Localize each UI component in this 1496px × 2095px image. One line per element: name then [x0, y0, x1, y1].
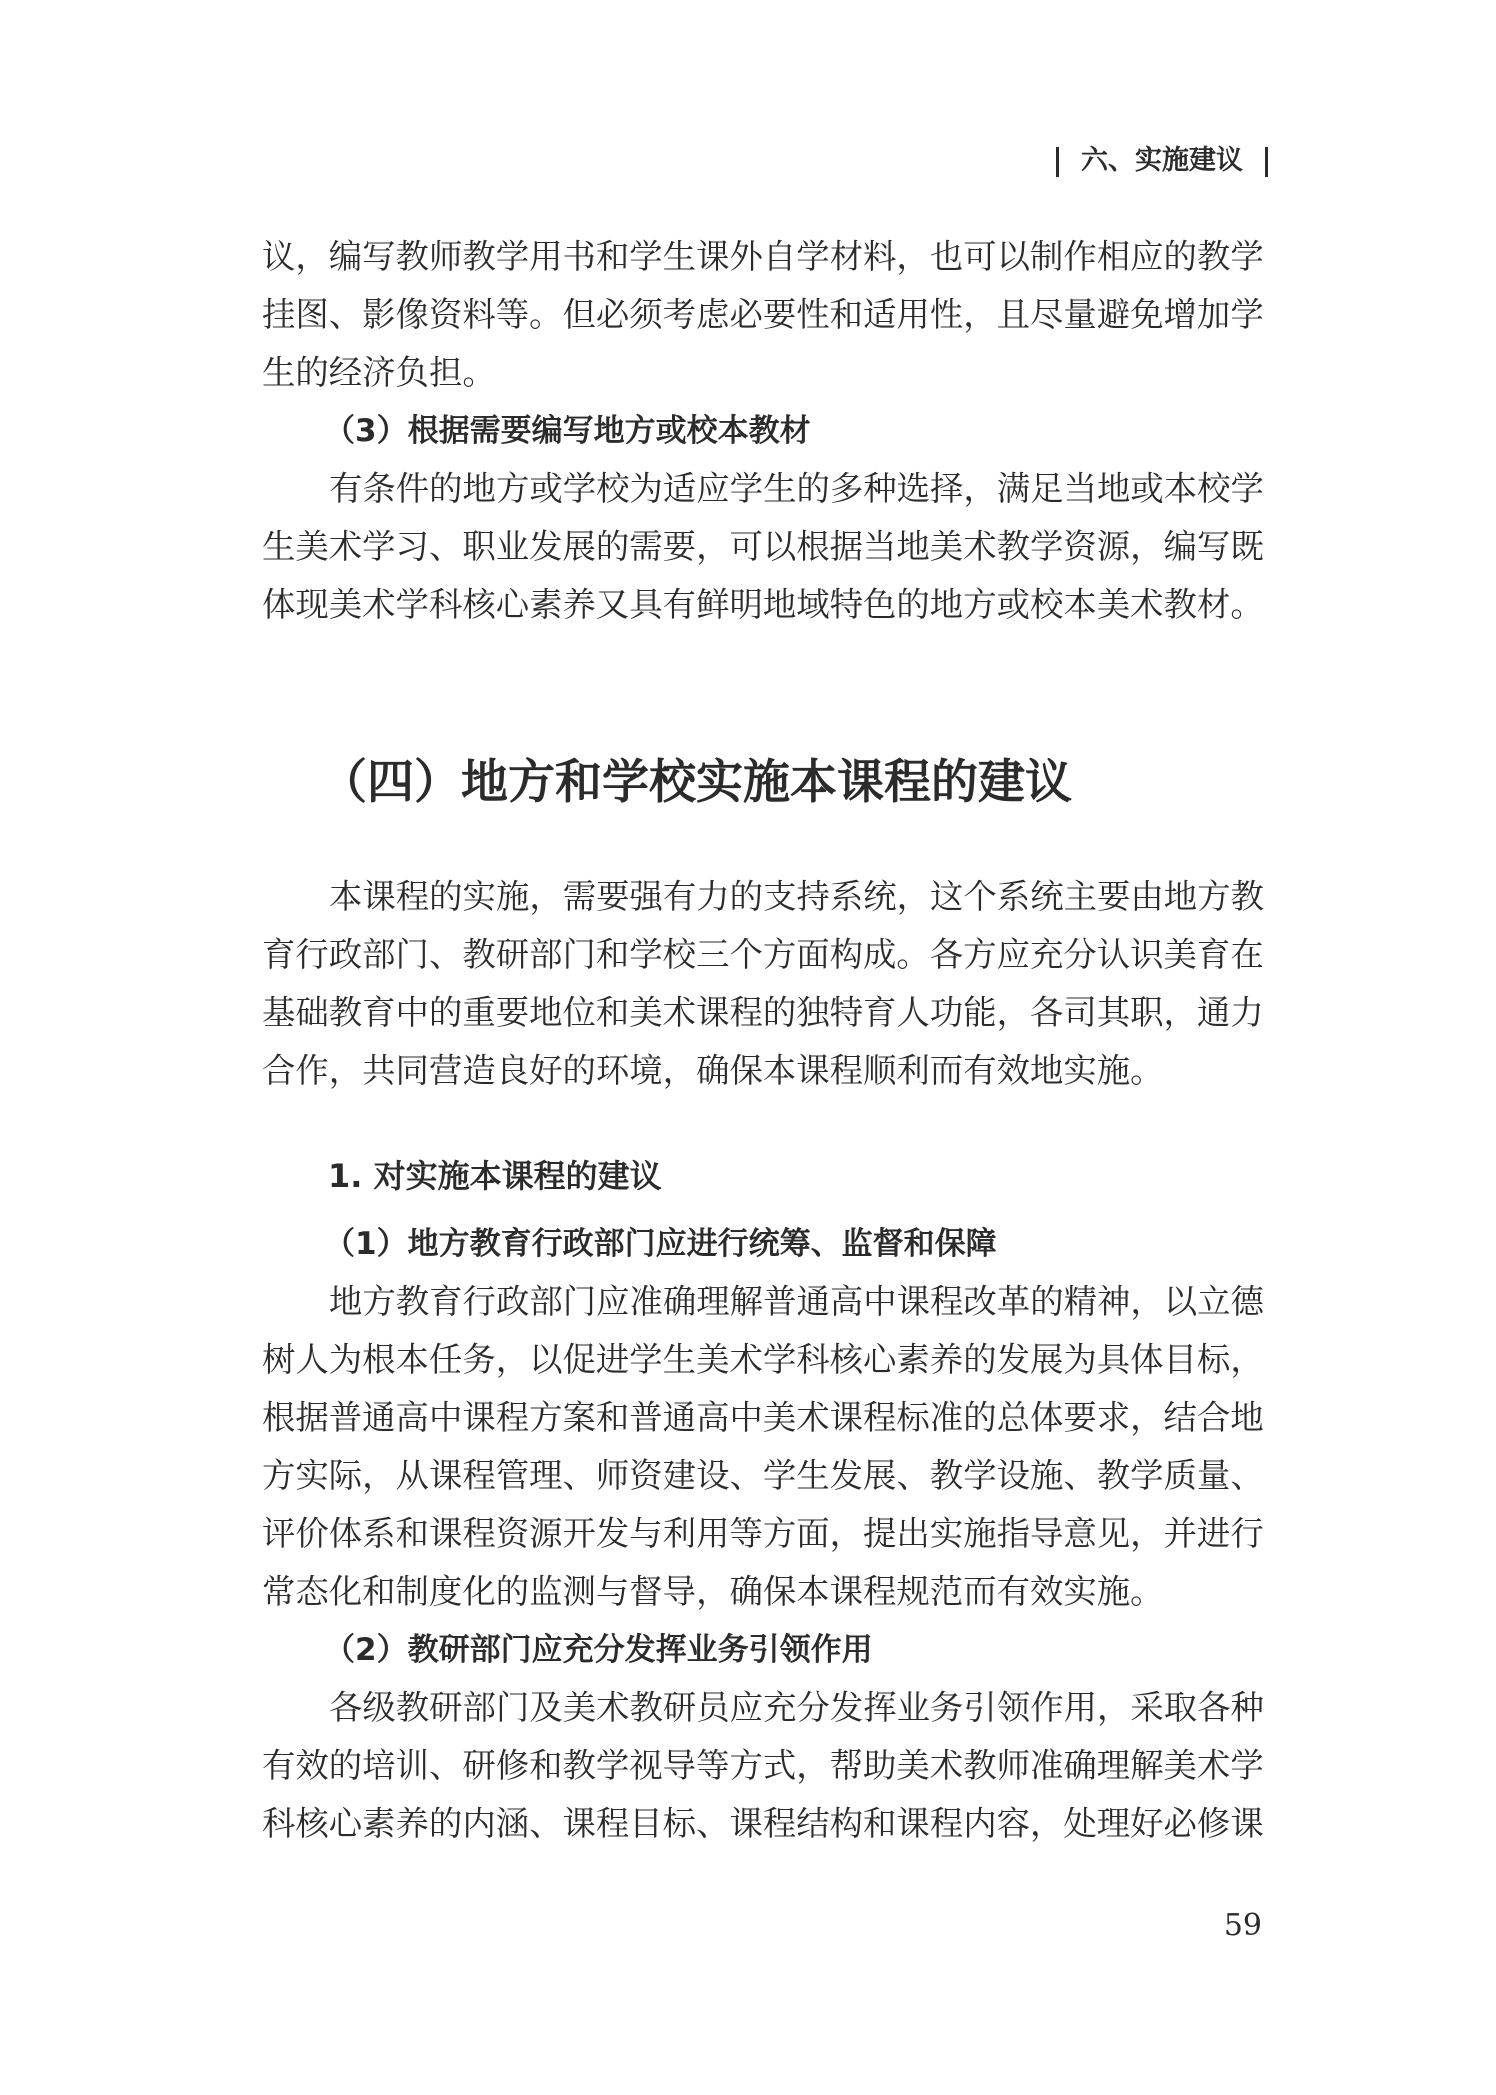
text-line: 生美术学习、职业发展的需要，可以根据当地美术教学资源，编写既: [262, 527, 1264, 566]
paragraph: [262, 868, 1264, 1100]
item-1: [262, 1147, 1264, 1853]
text-line: 评价体系和课程资源开发与利用等方面，提出实施指导意见，并进行: [262, 1514, 1264, 1553]
running-head-chapter: 六、实施建议: [1081, 145, 1243, 176]
text-line: 有效的培训、研修和教学视导等方式，帮助美术教师准确理解美术学: [262, 1746, 1264, 1785]
paragraph: [262, 228, 1264, 402]
text-line: 方实际，从课程管理、师资建设、学生发展、教学设施、教学质量、: [262, 1456, 1264, 1495]
running-head-left-rule: [1056, 147, 1059, 177]
text-line: 合作，共同营造良好的环境，确保本课程顺利而有效地实施。: [262, 1051, 1164, 1090]
text-line: 生的经济负担。: [262, 353, 496, 392]
subheading-2: （2）教研部门应充分发挥业务引领作用: [324, 1632, 873, 1668]
subheading-1: （1）地方教育行政部门应进行统筹、监督和保障: [324, 1226, 997, 1262]
subheading-3: （3）根据需要编写地方或校本教材: [324, 413, 811, 449]
text-line: 根据普通高中课程方案和普通高中美术课程标准的总体要求，结合地: [262, 1398, 1264, 1437]
text-line: 议，编写教师教学用书和学生课外自学材料，也可以制作相应的教学: [262, 237, 1264, 276]
text-line: 地方教育行政部门应准确理解普通高中课程改革的精神，以立德: [329, 1282, 1264, 1321]
text-line: 树人为根本任务，以促进学生美术学科核心素养的发展为具体目标，: [262, 1340, 1264, 1379]
paragraph: [262, 1679, 1264, 1853]
paragraph: [262, 1273, 1264, 1621]
text-line: 各级教研部门及美术教研员应充分发挥业务引领作用，采取各种: [329, 1688, 1264, 1727]
text-line: 育行政部门、教研部门和学校三个方面构成。各方应充分认识美育在: [262, 935, 1264, 974]
numbered-heading: 1. 对实施本课程的建议: [328, 1157, 662, 1195]
page-number: 59: [1223, 1908, 1262, 1943]
running-head: [1056, 138, 1268, 184]
text-line: 挂图、影像资料等。但必须考虑必要性和适用性，且尽量避免增加学: [262, 295, 1264, 334]
text-line: 科核心素养的内涵、课程目标、课程结构和课程内容，处理好必修课: [262, 1804, 1264, 1843]
text-line: 常态化和制度化的监测与督导，确保本课程规范而有效实施。: [262, 1572, 1164, 1611]
paragraph: [262, 460, 1264, 634]
text-line: 有条件的地方或学校为适应学生的多种选择，满足当地或本校学: [329, 469, 1264, 508]
text-line: 本课程的实施，需要强有力的支持系统，这个系统主要由地方教: [329, 877, 1264, 916]
section-intro: [262, 868, 1264, 1100]
text-line: 基础教育中的重要地位和美术课程的独特育人功能，各司其职，通力: [262, 993, 1264, 1032]
section-title: （四）地方和学校实施本课程的建议: [320, 755, 1072, 810]
text-line: 体现美术学科核心素养又具有鲜明地域特色的地方或校本美术教材。: [262, 585, 1264, 624]
running-head-right-rule: [1265, 147, 1268, 177]
continuation-paragraph: [262, 228, 1264, 634]
